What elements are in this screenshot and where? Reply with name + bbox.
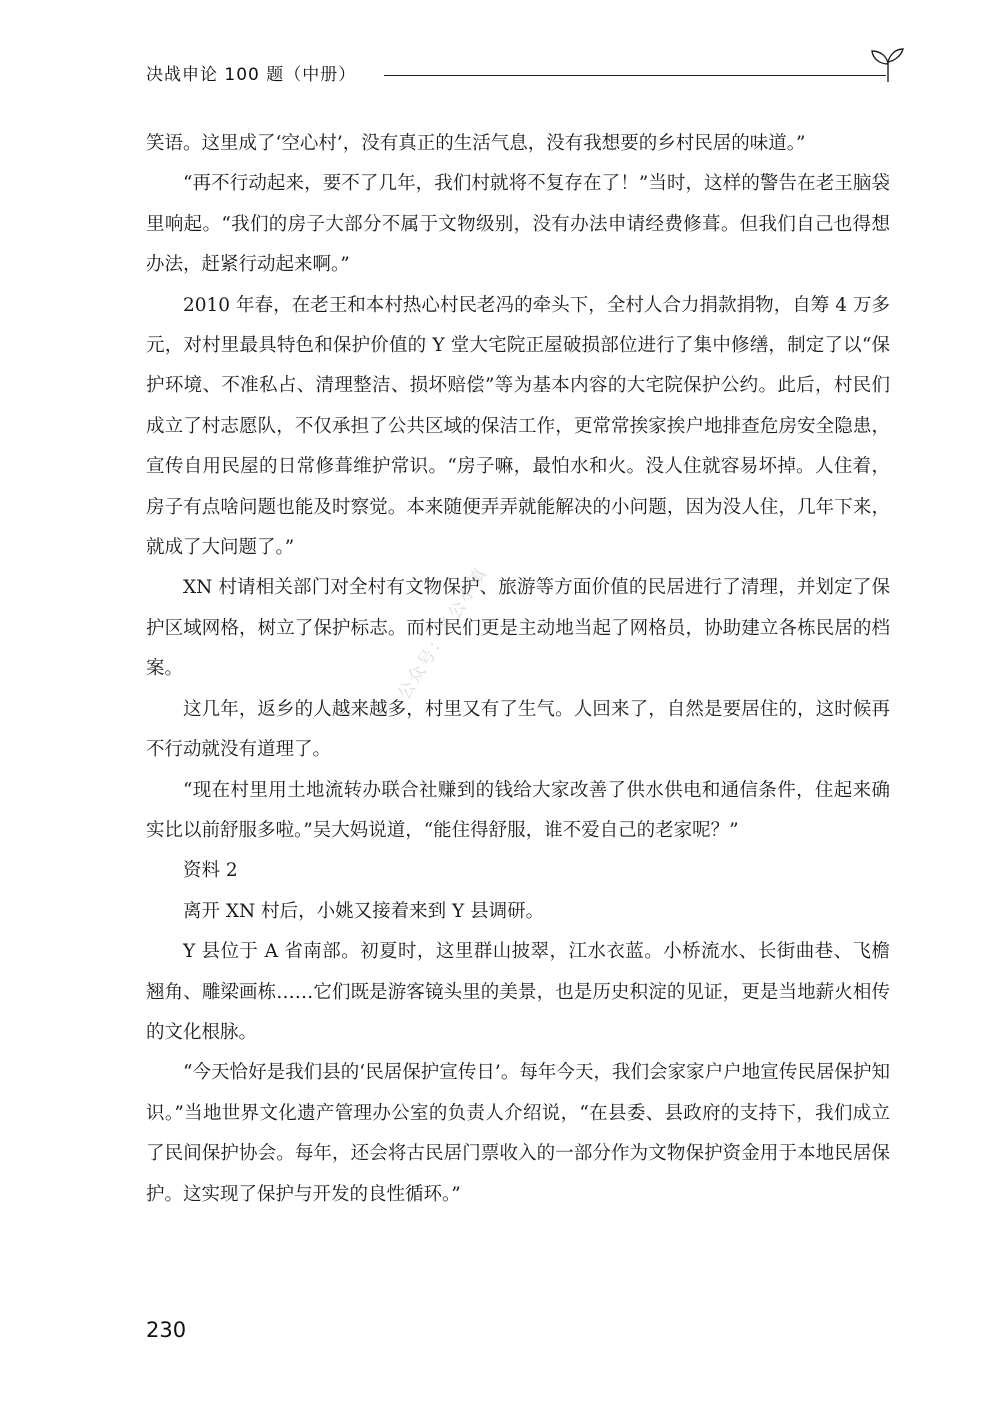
paragraph: 2010 年春，在老王和本村热心村民老冯的牵头下，全村人合力捐款捐物，自筹 4 万多元，对村里最具特色和保护价值的 Y 堂大宅院正屋破损部位进行了集中修缮，制定了以“保护环境、不准私占、清理整洁、损坏赔偿”等为基本内容的大宅院保护公约。此后，村民们成立了村志愿队，不仅承担了公共区域的保洁工作，更常常挨家挨户地排查危房安全隐患，宣传自用民屋的日常修葺维护常识。“房子嘛，最怕水和火。没人住就容易坏掉。人住着，房子有点啥问题也能及时察觉。本来随便弄弄就能解决的小问题，因为没人住，几年下来，就成了大问题了。” [146,294,890,559]
paragraph: “今天恰好是我们县的‘民居保护宣传日’。每年今天，我们会家家户户地宣传民居保护知识。”当地世界文化遗产管理办公室的负责人介绍说，“在县委、县政府的支持下，我们成立了民间保护协会。每年，还会将古民居门票收入的一部分作为文物保护资金用于本地民居保护。这实现了保护与开发的良性循环。” [146,1062,890,1205]
paragraph: Y 县位于 A 省南部。初夏时，这里群山披翠，江水衣蓝。小桥流水、长街曲巷、飞檐翘角、雕梁画栋……它们既是游客镜头里的美景，也是历史积淀的见证，更是当地薪火相传的文化根脉。 [146,941,890,1043]
paragraph: “现在村里用土地流转办联合社赚到的钱给大家改善了供水供电和通信条件，住起来确实比以前舒服多啦。”吴大妈说道，“能住得舒服，谁不爱自己的老家呢？” [146,779,890,841]
paragraph: 离开 XN 村后，小姚又接着来到 Y 县调研。 [183,900,545,922]
header-rule [384,75,886,76]
paragraph: 这几年，返乡的人越来越多，村里又有了生气。人回来了，自然是要居住的，这时候再不行动就没有道理了。 [146,698,890,761]
document-body [146,124,890,1215]
paragraph: “再不行动起来，要不了几年，我们村就将不复存在了！”当时，这样的警告在老王脑袋里响起。“我们的房子大部分不属于文物级别，没有办法申请经费修葺。但我们自己也得想办法，赶紧行动起来啊。” [146,173,890,276]
paragraph: XN 村请相关部门对全村有文物保护、旅游等方面价值的民居进行了清理，并划定了保护区域网格，树立了保护标志。而村民们更是主动地当起了网格员，协助建立各栋民居的档案。 [146,577,890,680]
page-number: 230 [146,1318,187,1342]
section-heading: 资料 2 [183,860,238,882]
page-header [146,60,906,100]
sprout-icon [868,46,908,84]
watermark: 公众号：考公小镇 [394,563,492,704]
book-title: 决战申论 100 题（中册） [146,65,357,85]
paragraph: 笑语。这里成了‘空心村’，没有真正的生活气息，没有我想要的乡村民居的味道。” [146,133,806,154]
